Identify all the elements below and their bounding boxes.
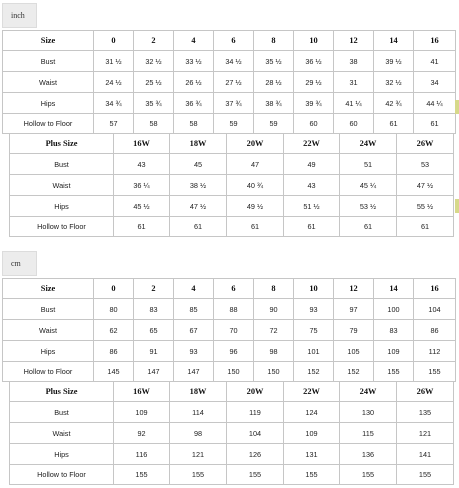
- table-cell: 109: [284, 423, 340, 444]
- table-cell: 60: [294, 114, 334, 134]
- header-cell: Size: [3, 31, 94, 51]
- table-row: [10, 196, 454, 217]
- table-cell: 57: [94, 114, 134, 134]
- table-header-row: [10, 134, 454, 154]
- table-cell: 35 ¾: [134, 93, 174, 114]
- table-cell: 27 ½: [214, 72, 254, 93]
- table-row: [10, 175, 454, 196]
- table-cell: 38: [334, 51, 374, 72]
- row-label: Bust: [3, 51, 94, 72]
- header-cell: Plus Size: [10, 134, 114, 154]
- cm-standard-size-table: [2, 278, 456, 382]
- table-cell: 86: [94, 341, 134, 362]
- table-cell: 97: [334, 299, 374, 320]
- table-cell: 61: [284, 217, 340, 237]
- table-cell: 152: [294, 362, 334, 382]
- header-cell: 14: [374, 31, 414, 51]
- table-cell: 155: [227, 465, 284, 485]
- table-cell: 61: [414, 114, 456, 134]
- table-cell: 49 ½: [227, 196, 284, 217]
- table-cell: 61: [114, 217, 170, 237]
- table-cell: 116: [114, 444, 170, 465]
- header-cell: 0: [94, 31, 134, 51]
- table-cell: 88: [214, 299, 254, 320]
- table-cell: 51 ½: [284, 196, 340, 217]
- table-cell: 119: [227, 402, 284, 423]
- header-cell: 22W: [284, 382, 340, 402]
- table-row: [10, 423, 454, 444]
- table-cell: 121: [397, 423, 454, 444]
- row-label: Hips: [3, 341, 94, 362]
- header-cell: 8: [254, 31, 294, 51]
- table-cell: 35 ½: [254, 51, 294, 72]
- table-row: [10, 465, 454, 485]
- header-cell: Plus Size: [10, 382, 114, 402]
- table-header-row: [10, 382, 454, 402]
- table-cell: 45 ½: [114, 196, 170, 217]
- table-cell: 41 ¼: [334, 93, 374, 114]
- table-cell: 60: [334, 114, 374, 134]
- table-cell: 155: [340, 465, 397, 485]
- row-label: Bust: [3, 299, 94, 320]
- table-cell: 155: [170, 465, 227, 485]
- table-cell: 96: [214, 341, 254, 362]
- header-cell: 16: [414, 31, 456, 51]
- header-cell: 12: [334, 31, 374, 51]
- edge-mark: [455, 100, 459, 114]
- table-cell: 86: [414, 320, 456, 341]
- table-header-row: [3, 31, 456, 51]
- table-cell: 47: [227, 154, 284, 175]
- table-cell: 34 ½: [214, 51, 254, 72]
- table-cell: 36 ½: [294, 51, 334, 72]
- table-cell: 152: [334, 362, 374, 382]
- header-cell: 26W: [397, 134, 454, 154]
- header-cell: 2: [134, 279, 174, 299]
- table-cell: 85: [174, 299, 214, 320]
- table-cell: 92: [114, 423, 170, 444]
- table-cell: 38 ¾: [254, 93, 294, 114]
- table-cell: 93: [174, 341, 214, 362]
- header-cell: 16W: [114, 382, 170, 402]
- header-cell: 4: [174, 279, 214, 299]
- row-label: Hollow to Floor: [10, 465, 114, 485]
- table-cell: 61: [397, 217, 454, 237]
- table-cell: 98: [170, 423, 227, 444]
- header-cell: 20W: [227, 134, 284, 154]
- table-row: [3, 341, 456, 362]
- table-cell: 141: [397, 444, 454, 465]
- table-cell: 75: [294, 320, 334, 341]
- inch-plus-size-table: [9, 133, 454, 237]
- table-cell: 65: [134, 320, 174, 341]
- inch-standard-size-table: [2, 30, 456, 134]
- header-cell: Size: [3, 279, 94, 299]
- table-cell: 114: [170, 402, 227, 423]
- table-cell: 79: [334, 320, 374, 341]
- header-cell: 16W: [114, 134, 170, 154]
- table-cell: 155: [397, 465, 454, 485]
- header-cell: 10: [294, 279, 334, 299]
- row-label: Waist: [3, 72, 94, 93]
- table-cell: 61: [227, 217, 284, 237]
- table-cell: 90: [254, 299, 294, 320]
- table-cell: 26 ½: [174, 72, 214, 93]
- header-cell: 2: [134, 31, 174, 51]
- table-row: [3, 362, 456, 382]
- table-cell: 124: [284, 402, 340, 423]
- table-cell: 109: [374, 341, 414, 362]
- table-cell: 42 ¾: [374, 93, 414, 114]
- row-label: Waist: [3, 320, 94, 341]
- row-label: Waist: [10, 175, 114, 196]
- table-cell: 112: [414, 341, 456, 362]
- table-cell: 130: [340, 402, 397, 423]
- table-cell: 147: [174, 362, 214, 382]
- table-cell: 24 ½: [94, 72, 134, 93]
- table-row: [10, 217, 454, 237]
- table-cell: 58: [134, 114, 174, 134]
- table-cell: 47 ½: [170, 196, 227, 217]
- header-cell: 10: [294, 31, 334, 51]
- table-cell: 39 ½: [374, 51, 414, 72]
- table-cell: 37 ¾: [214, 93, 254, 114]
- table-cell: 43: [114, 154, 170, 175]
- row-label: Hollow to Floor: [3, 362, 94, 382]
- header-cell: 12: [334, 279, 374, 299]
- table-cell: 61: [170, 217, 227, 237]
- header-cell: 24W: [340, 382, 397, 402]
- table-cell: 33 ½: [174, 51, 214, 72]
- table-cell: 155: [374, 362, 414, 382]
- table-cell: 126: [227, 444, 284, 465]
- table-cell: 155: [114, 465, 170, 485]
- table-cell: 49: [284, 154, 340, 175]
- table-cell: 40 ¾: [227, 175, 284, 196]
- table-cell: 45: [170, 154, 227, 175]
- header-cell: 20W: [227, 382, 284, 402]
- table-row: [3, 93, 456, 114]
- row-label: Hips: [10, 444, 114, 465]
- table-cell: 59: [254, 114, 294, 134]
- table-cell: 72: [254, 320, 294, 341]
- cm-plus-size-table: [9, 381, 454, 485]
- header-cell: 6: [214, 31, 254, 51]
- table-cell: 150: [254, 362, 294, 382]
- table-cell: 25 ½: [134, 72, 174, 93]
- table-cell: 61: [340, 217, 397, 237]
- table-cell: 28 ½: [254, 72, 294, 93]
- table-cell: 55 ½: [397, 196, 454, 217]
- table-cell: 100: [374, 299, 414, 320]
- table-cell: 34: [414, 72, 456, 93]
- unit-label-inch: inch: [2, 3, 37, 28]
- edge-mark: [455, 199, 459, 213]
- table-row: [3, 51, 456, 72]
- table-cell: 45 ¼: [340, 175, 397, 196]
- table-cell: 67: [174, 320, 214, 341]
- table-cell: 91: [134, 341, 174, 362]
- table-cell: 83: [134, 299, 174, 320]
- table-cell: 51: [340, 154, 397, 175]
- table-row: [3, 320, 456, 341]
- table-row: [3, 114, 456, 134]
- header-cell: 4: [174, 31, 214, 51]
- header-cell: 18W: [170, 134, 227, 154]
- table-row: [3, 299, 456, 320]
- table-cell: 155: [414, 362, 456, 382]
- table-cell: 109: [114, 402, 170, 423]
- row-label: Hips: [10, 196, 114, 217]
- table-row: [10, 444, 454, 465]
- table-cell: 136: [340, 444, 397, 465]
- row-label: Hollow to Floor: [10, 217, 114, 237]
- header-cell: 24W: [340, 134, 397, 154]
- table-cell: 83: [374, 320, 414, 341]
- table-row: [3, 72, 456, 93]
- row-label: Bust: [10, 154, 114, 175]
- table-cell: 32 ½: [374, 72, 414, 93]
- table-cell: 43: [284, 175, 340, 196]
- table-cell: 145: [94, 362, 134, 382]
- table-cell: 115: [340, 423, 397, 444]
- table-cell: 62: [94, 320, 134, 341]
- table-cell: 29 ½: [294, 72, 334, 93]
- table-cell: 58: [174, 114, 214, 134]
- unit-label-cm: cm: [2, 251, 37, 276]
- table-cell: 93: [294, 299, 334, 320]
- table-row: [10, 154, 454, 175]
- table-cell: 59: [214, 114, 254, 134]
- table-cell: 150: [214, 362, 254, 382]
- header-cell: 18W: [170, 382, 227, 402]
- table-cell: 131: [284, 444, 340, 465]
- table-cell: 36 ¼: [114, 175, 170, 196]
- header-cell: 26W: [397, 382, 454, 402]
- header-cell: 6: [214, 279, 254, 299]
- header-cell: 14: [374, 279, 414, 299]
- table-cell: 104: [227, 423, 284, 444]
- table-cell: 53 ½: [340, 196, 397, 217]
- table-cell: 53: [397, 154, 454, 175]
- header-cell: 8: [254, 279, 294, 299]
- table-cell: 121: [170, 444, 227, 465]
- table-cell: 47 ½: [397, 175, 454, 196]
- table-cell: 32 ½: [134, 51, 174, 72]
- row-label: Hips: [3, 93, 94, 114]
- table-cell: 61: [374, 114, 414, 134]
- table-cell: 38 ½: [170, 175, 227, 196]
- table-cell: 105: [334, 341, 374, 362]
- table-cell: 39 ¾: [294, 93, 334, 114]
- row-label: Waist: [10, 423, 114, 444]
- table-cell: 147: [134, 362, 174, 382]
- table-cell: 41: [414, 51, 456, 72]
- table-cell: 31: [334, 72, 374, 93]
- table-cell: 104: [414, 299, 456, 320]
- row-label: Hollow to Floor: [3, 114, 94, 134]
- table-cell: 98: [254, 341, 294, 362]
- table-cell: 36 ¾: [174, 93, 214, 114]
- table-row: [10, 402, 454, 423]
- table-cell: 31 ½: [94, 51, 134, 72]
- table-header-row: [3, 279, 456, 299]
- table-cell: 70: [214, 320, 254, 341]
- table-cell: 44 ¼: [414, 93, 456, 114]
- table-cell: 80: [94, 299, 134, 320]
- table-cell: 34 ¾: [94, 93, 134, 114]
- row-label: Bust: [10, 402, 114, 423]
- table-cell: 155: [284, 465, 340, 485]
- header-cell: 16: [414, 279, 456, 299]
- header-cell: 22W: [284, 134, 340, 154]
- header-cell: 0: [94, 279, 134, 299]
- table-cell: 101: [294, 341, 334, 362]
- table-cell: 135: [397, 402, 454, 423]
